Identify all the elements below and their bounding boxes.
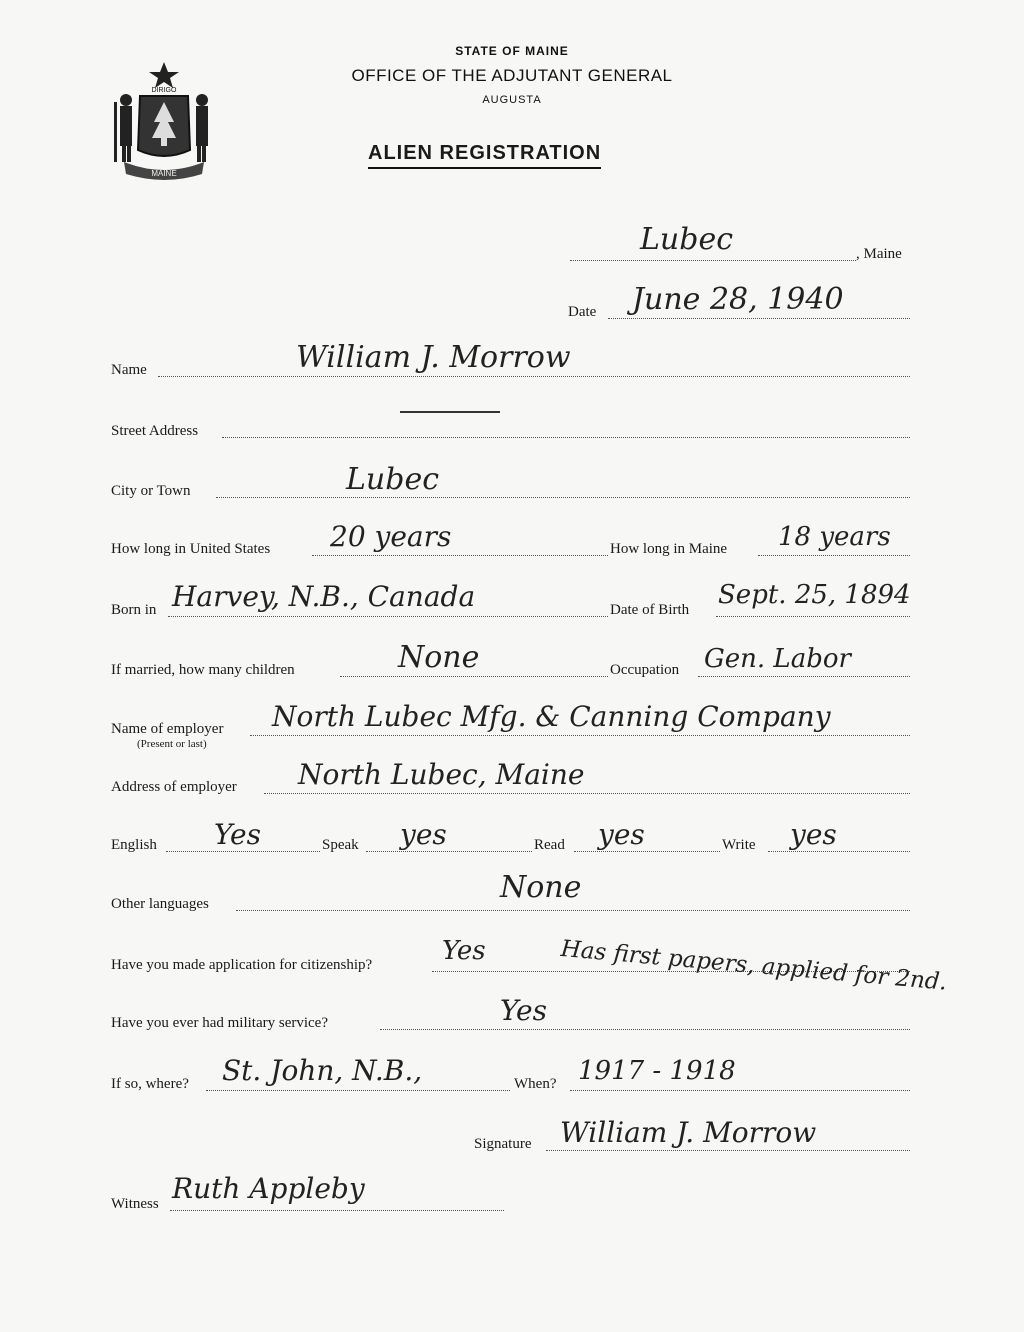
occupation-line [698, 676, 910, 677]
other-lang-label: Other languages [111, 896, 209, 912]
name-line [158, 376, 910, 377]
when-label: When? [514, 1076, 557, 1092]
occupation-label: Occupation [610, 662, 680, 678]
street-label: Street Address [111, 423, 199, 439]
witness-value[interactable]: Ruth Appleby [172, 1172, 365, 1205]
military-line [380, 1029, 910, 1030]
witness-line [170, 1210, 504, 1211]
name-value[interactable]: William J. Morrow [296, 340, 571, 375]
name-label: Name [111, 362, 147, 378]
emp-addr-label: Address of employer [111, 779, 237, 795]
city-heading: AUGUSTA [482, 94, 542, 106]
where-label: If so, where? [111, 1076, 189, 1092]
military-label: Have you ever had military service? [111, 1015, 328, 1031]
read-line [574, 851, 720, 852]
born-label: Born in [111, 602, 157, 618]
other-lang-line [236, 910, 910, 911]
speak-label: Speak [322, 837, 359, 853]
place-suffix: , Maine [856, 246, 902, 262]
us-line [312, 555, 608, 556]
dob-label: Date of Birth [610, 602, 690, 618]
speak-value[interactable]: yes [400, 818, 447, 851]
date-label: Date [568, 304, 597, 320]
street-line [222, 437, 910, 438]
state-heading: STATE OF MAINE [455, 44, 569, 58]
signature-label: Signature [474, 1136, 532, 1152]
employer-value[interactable]: North Lubec Mfg. & Canning Company [272, 700, 831, 733]
witness-label: Witness [111, 1196, 159, 1212]
military-value[interactable]: Yes [500, 994, 547, 1027]
us-label: How long in United States [111, 541, 271, 557]
born-line [168, 616, 608, 617]
dob-value[interactable]: Sept. 25, 1894 [718, 580, 911, 610]
english-label: English [111, 837, 157, 853]
emp-addr-line [264, 793, 910, 794]
where-value[interactable]: St. John, N.B., [222, 1054, 423, 1087]
where-line [206, 1090, 510, 1091]
employer-label: Name of employer [111, 721, 224, 737]
maine-line [758, 555, 910, 556]
place-value[interactable]: Lubec [640, 222, 734, 257]
street-dash [400, 411, 500, 413]
read-label: Read [534, 837, 565, 853]
signature-value[interactable]: William J. Morrow [560, 1116, 817, 1149]
speak-line [366, 851, 532, 852]
office-heading: OFFICE OF THE ADJUTANT GENERAL [351, 66, 673, 85]
employer-sublabel: (Present or last) [137, 738, 207, 750]
born-value[interactable]: Harvey, N.B., Canada [172, 580, 476, 613]
maine-value[interactable]: 18 years [778, 522, 891, 552]
write-line [768, 851, 910, 852]
date-value[interactable]: June 28, 1940 [632, 282, 844, 317]
city-value[interactable]: Lubec [346, 462, 440, 497]
seal-motto-text: DIRIGO [151, 87, 177, 94]
children-line [340, 676, 608, 677]
dob-line [716, 616, 910, 617]
seal-scroll-text: MAINE [151, 169, 177, 178]
children-label: If married, how many children [111, 662, 295, 678]
citizenship-note[interactable]: Has first papers, applied for 2nd. [559, 936, 948, 996]
city-label: City or Town [111, 483, 191, 499]
place-line [570, 260, 856, 261]
city-line [216, 497, 910, 498]
citizenship-value[interactable]: Yes [442, 936, 486, 966]
english-value[interactable]: Yes [214, 818, 261, 851]
emp-addr-value[interactable]: North Lubec, Maine [298, 758, 585, 791]
write-label: Write [722, 837, 756, 853]
citizenship-label: Have you made application for citizenship? [111, 957, 373, 973]
read-value[interactable]: yes [598, 818, 645, 851]
employer-line [250, 735, 910, 736]
when-value[interactable]: 1917 - 1918 [578, 1056, 736, 1086]
signature-line [546, 1150, 910, 1151]
date-line [608, 318, 910, 319]
maine-label: How long in Maine [610, 541, 728, 557]
us-value[interactable]: 20 years [330, 520, 452, 553]
form-title: ALIEN REGISTRATION [368, 142, 601, 169]
children-value[interactable]: None [398, 640, 480, 675]
when-line [570, 1090, 910, 1091]
other-lang-value[interactable]: None [500, 870, 582, 905]
occupation-value[interactable]: Gen. Labor [704, 644, 851, 674]
english-line [166, 851, 320, 852]
write-value[interactable]: yes [790, 818, 837, 851]
